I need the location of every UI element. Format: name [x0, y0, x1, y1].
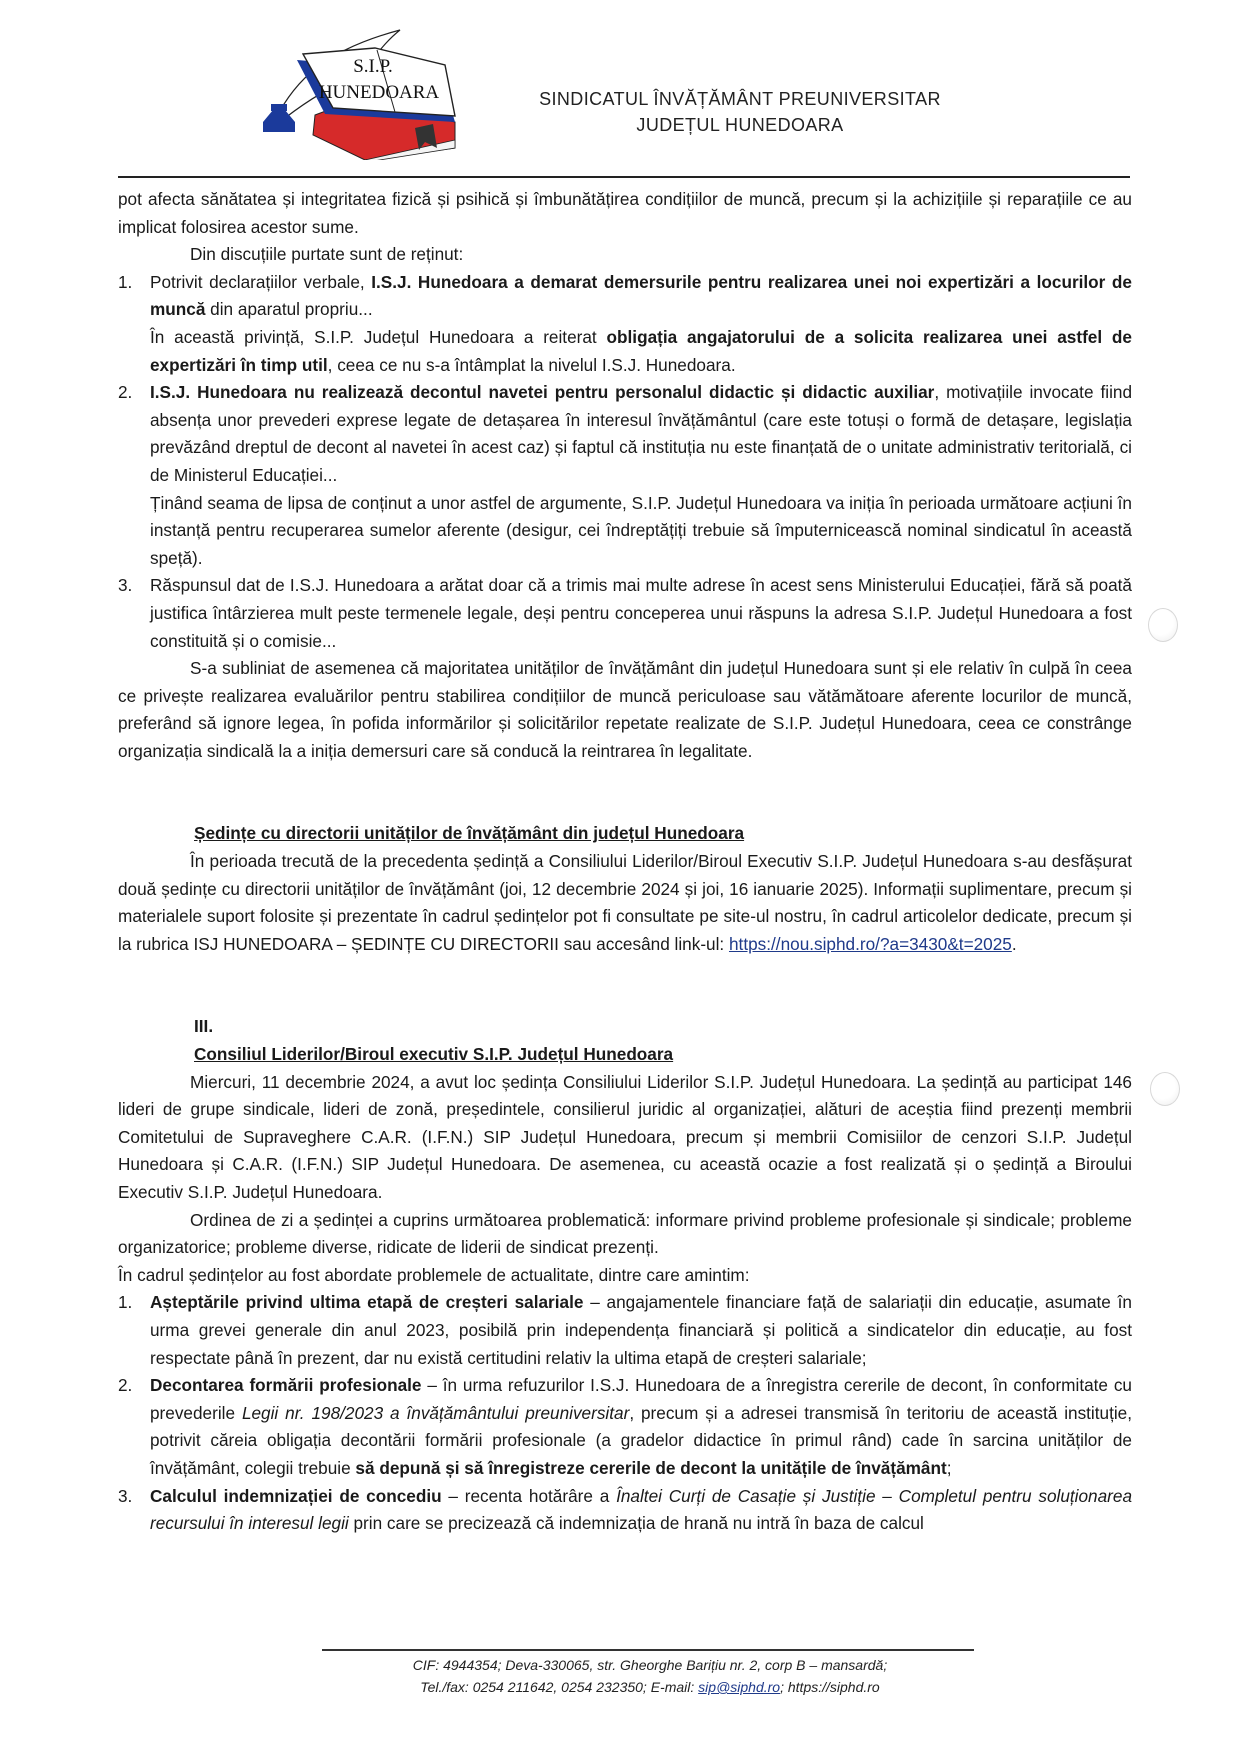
topics-list [118, 1289, 1132, 1537]
section-number: III. [194, 1016, 214, 1037]
council-paragraph-1: Miercuri, 11 decembrie 2024, a avut loc ședința Consiliului Liderilor S.I.P. Județul Hunedoara. La ședință au participat 146 lideri de grupe sindicale, lideri de zonă, președintele, consilierul juridic al organizației, alături de aceștia fiind prezenți membrii Comitetului de Supraveghere C.A.R. (I.F.N.) SIP Județul Hunedoara, precum și membrii Comisiilor de cenzori S.I.P. Județul Hunedoara și C.A.R. (I.F.N.) SIP Județul Hunedoara. De asemenea, cu această ocazie a fost realizată și o ședință a Biroului Executiv S.I.P. Județul Hunedoara. [118, 1071, 1132, 1202]
footer-divider [322, 1649, 974, 1651]
svg-text:S.I.P.: S.I.P. [353, 56, 393, 77]
header-divider [118, 176, 1130, 178]
finding-item: 1. Potrivit declarațiilor verbale, I.S.J. Hunedoara a demarat demersurile pentru realizarea unei noi expertizări a locurilor de muncă din aparatul propriu... În această privință, S.I.P. Județul Hunedoara a reiterat obligația angajatorului de a solicita realizarea unei astfel de expertizări în timp util, ceea ce nu s-a întâmplat la nivelul I.S.J. Hunedoara. [118, 271, 1132, 375]
topic-item: 2. Decontarea formării profesionale – în urma refuzurilor I.S.J. Hunedoara de a înregistra cererile de decont, în conformitate cu prevederile Legii nr. 198/2023 a învățământului preuniversitar, precum și a adresei transmisă în teritoriu de această instituție, potrivit căreia obligația decontării formării profesionale (a gradelor didactice în primul rând) cade în sarcina unităților de învățământ, colegii trebuie să depună și să înregistreze cererile de decont la unitățile de învățământ; [118, 1375, 1133, 1478]
topic-item: 1. Așteptările privind ultima etapă de creșteri salariale – angajamentele financiare față de salariații din educație, asumate în urma grevei generale din anul 2023, posibilă prin independența financiară și politică a sindicatelor din educație, au fost respectate până în prezent, dar nu există certitudini relativ la ultima etapă de creșteri salariale; [118, 1292, 1132, 1368]
intro-continuation: pot afecta sănătatea și integritatea fizică și psihică și îmbunătățirea condițiilor de muncă, precum și la achizițiile și reparațiile ce au implicat folosirea acestor sume. [118, 189, 1132, 237]
organization-name-line2: JUDEȚUL HUNEDOARA [636, 115, 844, 135]
intro-lead: Din discuțiile purtate sunt de reținut: [190, 244, 464, 265]
footer-contact [300, 1654, 1000, 1698]
findings-list [118, 269, 1132, 655]
punch-hole-icon [1150, 1072, 1180, 1106]
sip-hunedoara-logo [255, 10, 505, 160]
directors-link[interactable]: https://nou.siphd.ro/?a=3430&t=2025 [728, 933, 1012, 954]
topic-item: 3. Calculul indemnizației de concediu – recenta hotărâre a Înaltei Curți de Casație și Justiție – Completul pentru soluționarea recursului în interesul legii prin care se precizează că indemnizația de hrană nu intră în baza de calcul [118, 1485, 1133, 1534]
organization-name [520, 86, 960, 138]
footer-address: CIF: 4944354; Deva-330065, str. Gheorghe Barițiu nr. 2, corp B – mansardă; [412, 1657, 888, 1673]
punch-hole-icon [1148, 608, 1178, 642]
section-title-council: Consiliul Liderilor/Biroul executiv S.I.P. Județul Hunedoara [194, 1044, 674, 1065]
footer-email-link[interactable]: sip@siphd.ro [698, 1679, 781, 1695]
footer-contact-line: Tel./fax: 0254 211642, 0254 232350; E-mail: sip@siphd.ro; https://siphd.ro [420, 1679, 880, 1695]
organization-name-line1: SINDICATUL ÎNVĂȚĂMÂNT PREUNIVERSITAR [539, 89, 941, 109]
section-title-directors: Ședințe cu directorii unităților de învățământ din județul Hunedoara [194, 823, 745, 844]
finding-item: 2. I.S.J. Hunedoara nu realizează decontul navetei pentru personalul didactic și didactic auxiliar, motivațiile invocate fiind absența unor prevederi exprese legate de detașarea în interesul învățământul (care este totuși o formă de detașare, legislația prevăzând dreptul de decont al navetei în acest caz) și faptul că instituția nu este finanțată de o unitate administrativ teritorială, ci de Ministerul Educației... Ținând seama de lipsa de conținut a unor astfel de argumente, S.I.P. Județul Hunedoara va iniția în perioada următoare acțiuni în instanță pentru recuperarea sumelor aferente (desigur, cei îndreptățiți trebuie să împuternicească nominal sindicatul în această speță). [118, 382, 1133, 568]
svg-text:HUNEDOARA: HUNEDOARA [318, 82, 440, 103]
document-body [118, 186, 1132, 1538]
letterhead [0, 0, 1240, 180]
council-paragraph-3: În cadrul ședințelor au fost abordate problemele de actualitate, dintre care amintim: [118, 1264, 750, 1285]
finding-item: 3. Răspunsul dat de I.S.J. Hunedoara a arătat doar că a trimis mai multe adrese în acest sens Ministerului Educației, fără să poată justifica întârzierea mult peste termenele legale, deși pentru conceperea unui răspuns la adresa S.I.P. Județul Hunedoara a fost constituită și o comisie... [118, 575, 1132, 651]
closing-paragraph: S-a subliniat de asemenea că majoritatea unităților de învățământ din județul Hunedoara sunt și ele relativ în culpă în ceea ce privește realizarea evaluărilor pentru stabilirea condițiilor de muncă periculoase sau vătămătoare aferente locurilor de muncă, preferând să ignore legea, în pofida informărilor și solicitărilor repetate realizate de S.I.P. Județul Hunedoara, ceea ce constrânge organizația sindicală la a iniția demersuri care să conducă la reintrarea în legalitate. [118, 658, 1132, 761]
directors-body: În perioada trecută de la precedenta ședință a Consiliului Liderilor/Biroul Executiv S.I.P. Județul Hunedoara s-au desfășurat două ședințe cu directorii unităților de învățământ (joi, 12 decembrie 2024 și joi, 16 ianuarie 2025). Informații suplimentare, precum și materialele suport folosite și prezentate în cadrul ședințelor pot fi consultate pe site-ul nostru, în cadrul articolelor dedicate, precum și la rubrica ISJ HUNEDOARA – ȘEDINȚE CU DIRECTORII sau accesând link-ul: https://nou.siphd.ro/?a=3430&t=2025. [118, 851, 1132, 954]
council-paragraph-2: Ordinea de zi a ședinței a cuprins următoarea problematică: informare privind probleme profesionale și sindicale; probleme organizatorice; probleme diverse, ridicate de liderii de sindicat prezenți. [118, 1209, 1132, 1258]
